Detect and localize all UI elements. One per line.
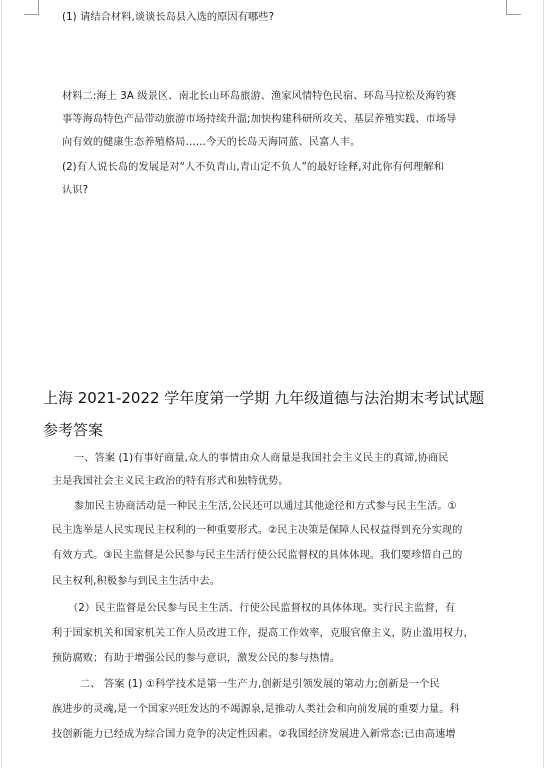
question-2-line: (2)有人说长岛的发展是对“人不负青山,青山定不负人”的最好诠释,对此你有何理解和 xyxy=(62,162,444,173)
material-2-line: 向有效的健康生态养殖格局……今天的长岛天海同蓝、民富人丰。 xyxy=(62,137,361,148)
answer-paragraph-line: 预防腐败；有助于增强公民的参与意识，激发公民的参与热情。 xyxy=(52,653,341,664)
page-right-edge xyxy=(543,0,544,768)
answer-paragraph-line: 族进步的灵魂,是一个国家兴旺发达的不竭源泉,是推动人类社会和向前发展的重要力量。科 xyxy=(52,704,460,715)
answer-paragraph-line: 一、答案 (1)有事好商量,众人的事情由众人商量是我国社会主义民主的真谛,协商民 xyxy=(74,453,449,464)
answer-key-subtitle: 参考答案 xyxy=(43,421,104,439)
answer-paragraph-line: 二、 答案 (1) ①科学技术是第一生产力,创新是引领发展的第动力;创新是一个民 xyxy=(80,679,440,690)
answer-paragraph-line: 技创新能力已经成为综合国力竞争的决定性因素。②我国经济发展进入新常态:已由高速增 xyxy=(52,729,456,740)
answer-paragraph-line: 民主权利,积极参与到民主生活中去。 xyxy=(52,576,220,587)
answer-paragraph-line: 参加民主协商活动是一种民主生活,公民还可以通过其他途径和方式参与民主生活。① xyxy=(74,501,457,512)
answer-paragraph-line: 民主选举是人民实现民主权利的一种重要形式。②民主决策是保障人民权益得到充分实现的 xyxy=(52,525,463,536)
answer-paragraph-line: 主是我国社会主义民主政治的特有形式和独特优势。 xyxy=(52,476,289,487)
material-2-line: 事等海岛特色产品带动旅游市场持续升温;加快构建科研所攻关、基层养殖实践、市场导 xyxy=(62,114,457,125)
page-left-edge xyxy=(1,0,2,768)
page-corner-mark-right xyxy=(506,0,521,15)
material-2-line: 材料二:海上 3A 级景区、南北长山环岛旅游、渔家风情特色民宿、环岛马拉松及海钓赛 xyxy=(62,91,457,102)
page-corner-mark-left xyxy=(24,0,39,15)
answer-key-title: 上海 2021-2022 学年度第一学期 九年级道德与法治期末考试试题 xyxy=(43,389,485,407)
question-2-line: 认识? xyxy=(62,185,89,196)
question-1: (1) 请结合材料,谈谈长岛县入选的原因有哪些? xyxy=(62,12,275,23)
answer-paragraph-line: （2）民主监督是公民参与民主生活、行使公民监督权的具体体现。实行民主监督，有 xyxy=(68,603,456,614)
answer-paragraph-line: 有效方式。③民主监督是公民参与民主生活行使公民监督权的具体体现。我们要珍惜自己的 xyxy=(52,550,463,561)
answer-paragraph-line: 利于国家机关和国家机关工作人员改进工作，提高工作效率，克服官僚主义，防止滥用权力， xyxy=(52,628,474,639)
